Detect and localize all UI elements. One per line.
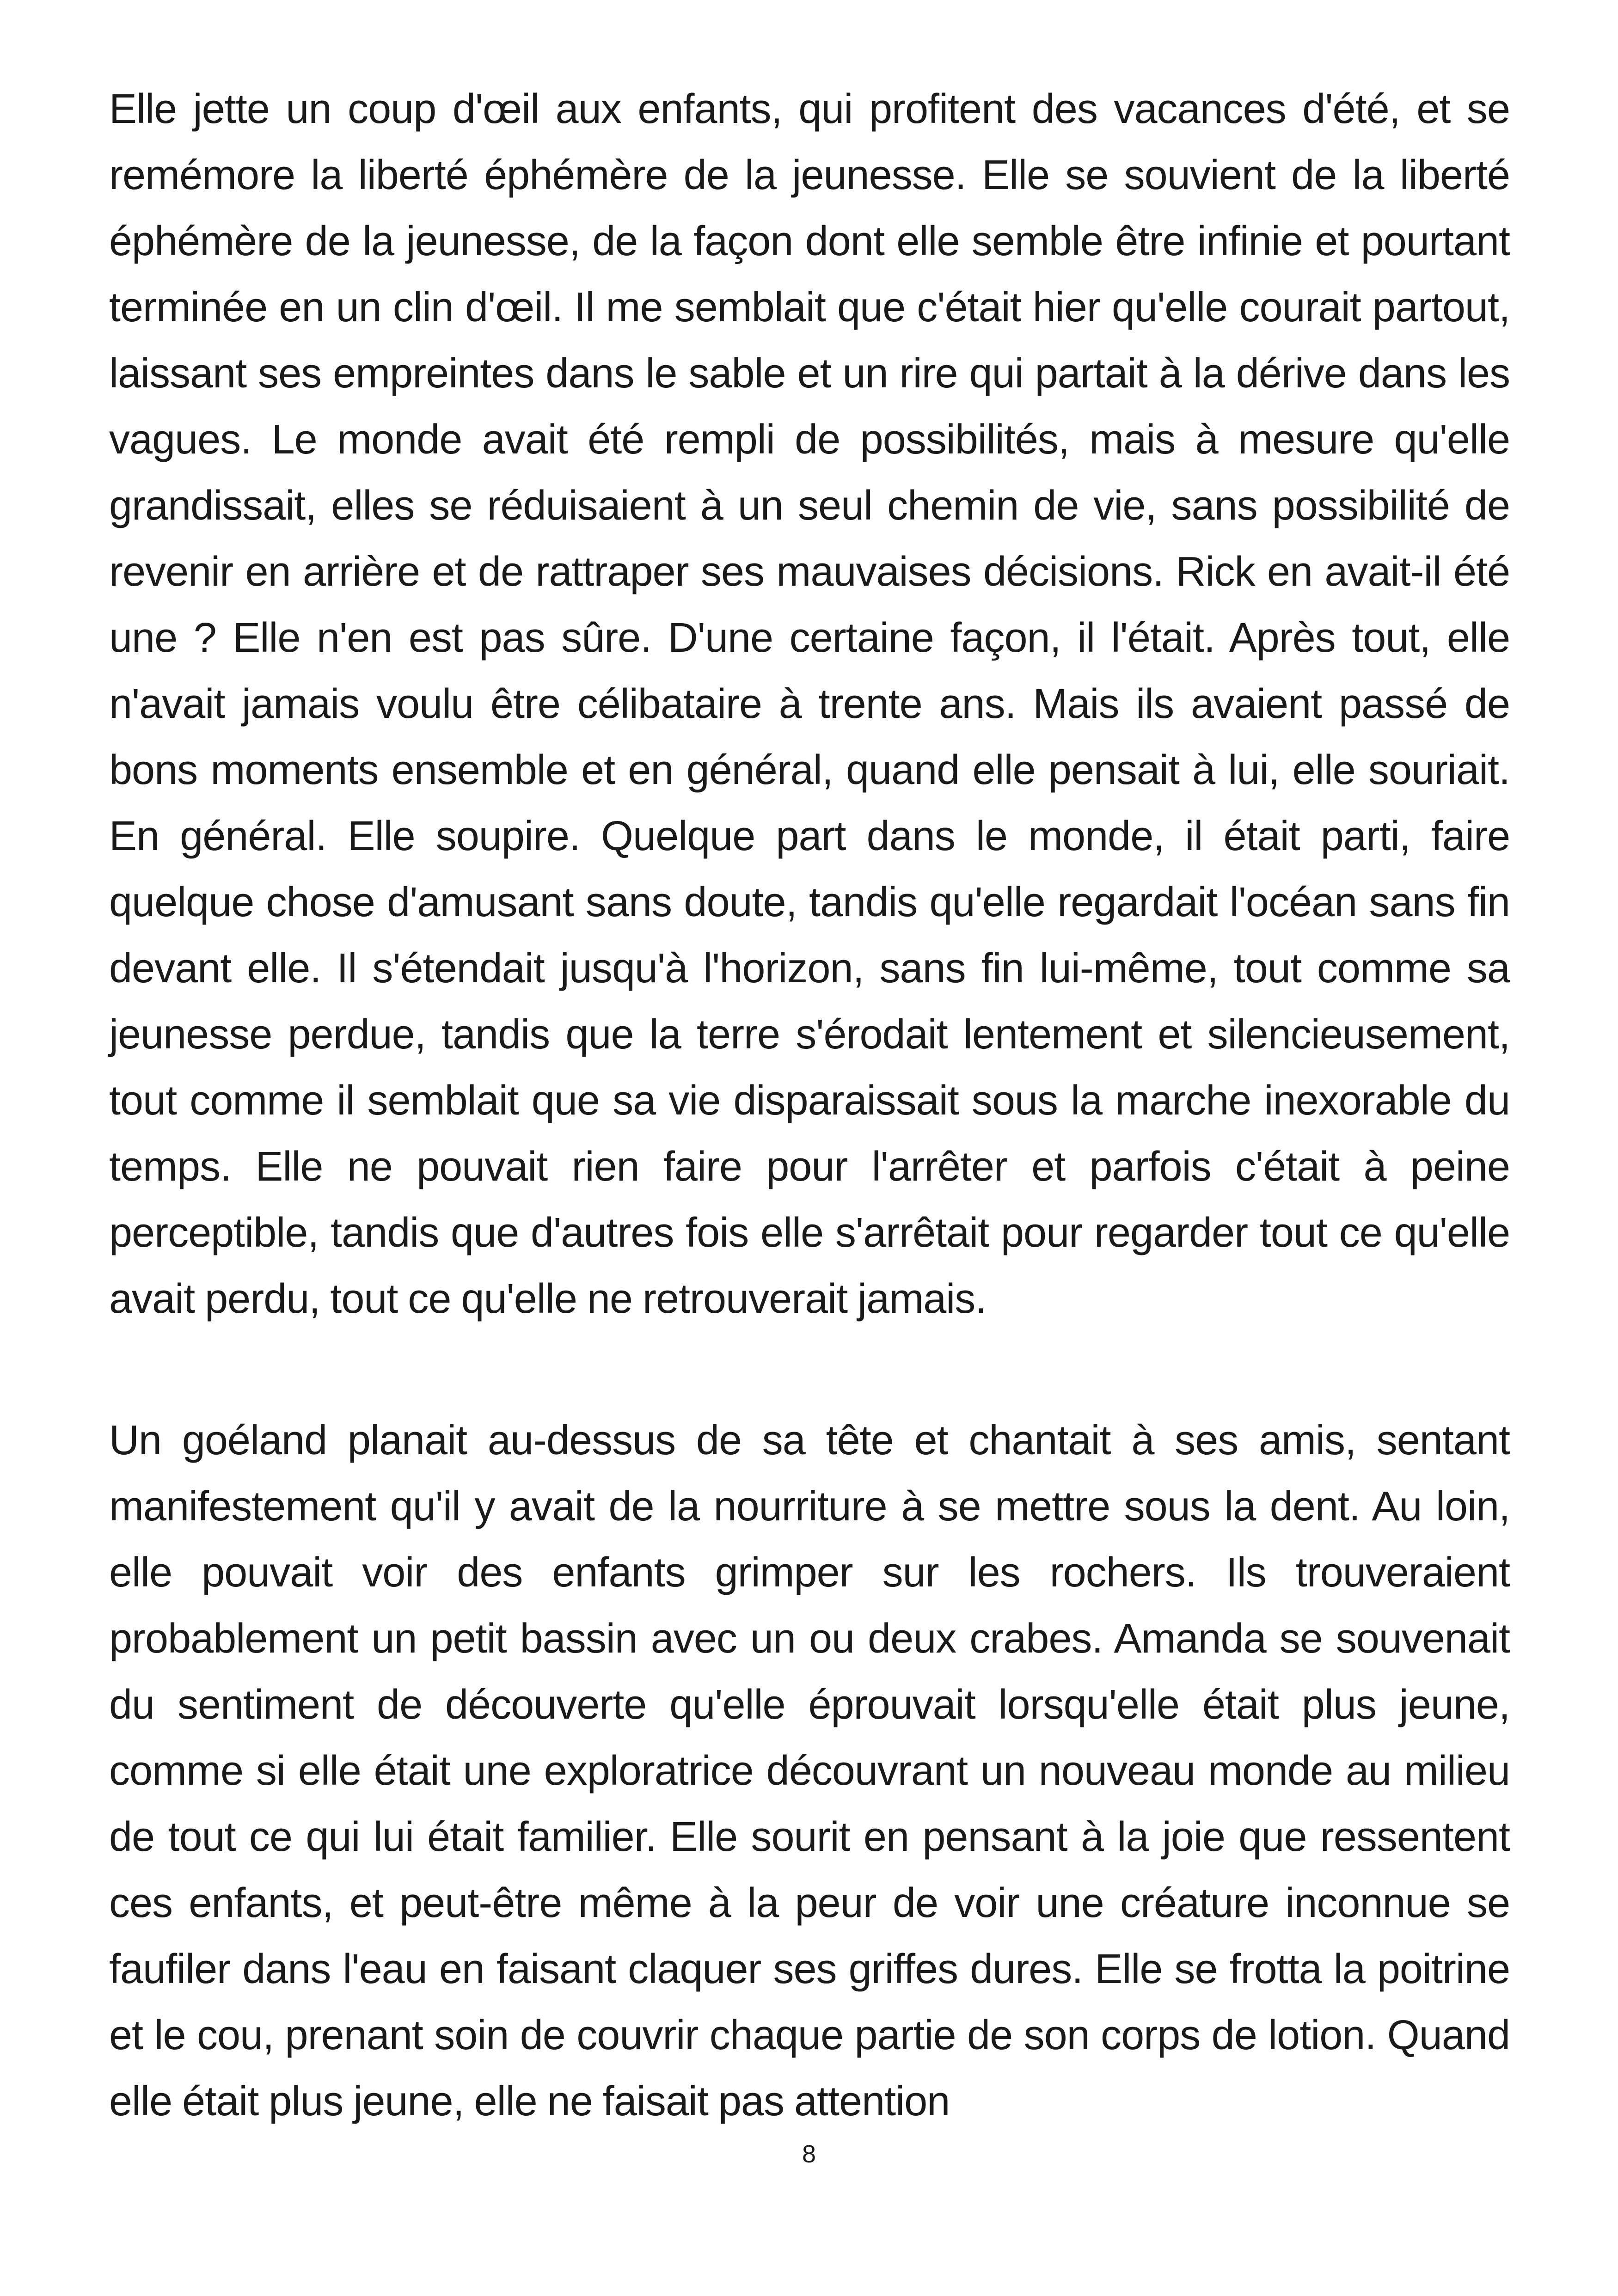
paragraph-1: Elle jette un coup d'œil aux enfants, qui profitent des vacances d'été, et se remémore la liberté éphémère de la jeunesse. Elle se souvient de la liberté éphémère de la jeunesse, de la façon dont elle semble être infinie et pourtant terminée en un clin d'œil. Il me semblait que c'était hier qu'elle courait partout, laissant ses empreintes dans le sable et un rire qui partait à la dérive dans les vagues. Le monde avait été rempli de possibilités, mais à mesure qu'elle grandissait, elles se réduisaient à un seul chemin de vie, sans possibilité de revenir en arrière et de rattraper ses mauvaises décisions. Rick en avait-il été une ? Elle n'en est pas sûre. D'une certaine façon, il l'était. Après tout, elle n'avait jamais voulu être célibataire à trente ans. Mais ils avaient passé de bons moments ensemble et en général, quand elle pensait à lui, elle souriait. En général. Elle soupire. Quelque part dans le monde, il était parti, faire quelque chose d'amusant sans doute, tandis qu'elle regardait l'océan sans fin devant elle. Il s'étendait jusqu'à l'horizon, sans fin lui-même, tout comme sa jeunesse perdue, tandis que la terre s'érodait lentement et silencieusement, tout comme il semblait que sa vie disparaissait sous la marche inexorable du temps. Elle ne pouvait rien faire pour l'arrêter et parfois c'était à peine perceptible, tandis que d'autres fois elle s'arrêtait pour regarder tout ce qu'elle avait perdu, tout ce qu'elle ne retrouverait jamais. — [109, 86, 1510, 1322]
page-number: 8 — [802, 2140, 816, 2168]
paragraph-2: Un goéland planait au-dessus de sa tête et chantait à ses amis, sentant manifestement qu'il y avait de la nourriture à se mettre sous la dent. Au loin, elle pouvait voir des enfants grimper sur les rochers. Ils trouveraient probablement un petit bassin avec un ou deux crabes. Amanda se souvenait du sentiment de découverte qu'elle éprouvait lorsqu'elle était plus jeune, comme si elle était une exploratrice découvrant un nouveau monde au milieu de tout ce qui lui était familier. Elle sourit en pensant à la joie que ressentent ces enfants, et peut-être même à la peur de voir une créature inconnue se faufiler dans l'eau en faisant claquer ses griffes dures. Elle se frotta la poitrine et le cou, prenant soin de couvrir chaque partie de son corps de lotion. Quand elle était plus jeune, elle ne faisait pas attention — [109, 1417, 1510, 2125]
